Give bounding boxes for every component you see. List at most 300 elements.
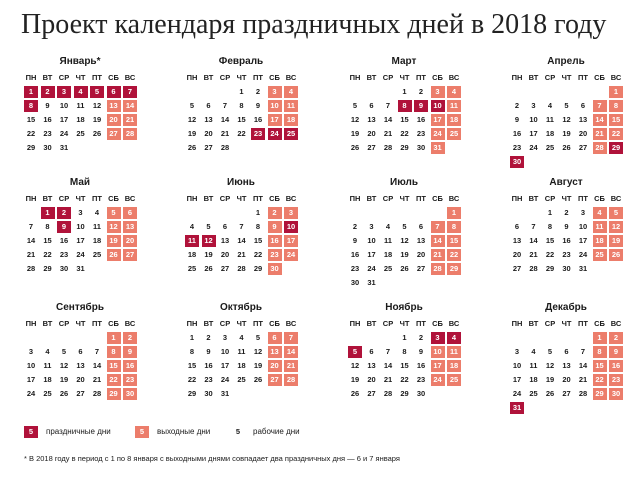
- day-cell-weekend: 20: [268, 360, 282, 372]
- day-cell-workday: 16: [416, 360, 426, 370]
- day-cell-weekend: 23: [609, 374, 623, 386]
- day-cell-workday: 6: [222, 221, 228, 231]
- day-cell-workday: 21: [383, 128, 393, 138]
- weekday-header: ПН: [186, 73, 198, 82]
- day-cell-weekend: 28: [431, 263, 445, 275]
- weekday-header: СБ: [269, 73, 280, 82]
- day-cell-weekend: 16: [609, 360, 623, 372]
- month-name: Август: [549, 177, 583, 188]
- weekday-header: ВТ: [42, 73, 53, 82]
- day-cell-workday: 2: [206, 333, 211, 342]
- weekday-header: ПТ: [92, 73, 102, 82]
- day-cell-workday: 20: [578, 128, 588, 138]
- day-cell-weekend: 24: [431, 374, 445, 386]
- weekday-header: ЧТ: [561, 319, 572, 328]
- day-cell-workday: 17: [59, 114, 69, 124]
- weekday-header: СР: [219, 194, 231, 203]
- weekday-header: ВС: [124, 194, 136, 203]
- day-cell-workday: 1: [189, 333, 195, 342]
- day-cell-weekend: 15: [447, 235, 461, 247]
- weekday-header: ВТ: [203, 194, 214, 203]
- weekday-header: ПН: [349, 319, 361, 328]
- day-cell-workday: 11: [529, 360, 538, 370]
- weekday-header: СР: [544, 194, 556, 203]
- weekday-header: ВТ: [42, 319, 53, 328]
- day-cell-workday: 8: [45, 221, 50, 231]
- day-cell-workday: 9: [255, 100, 261, 110]
- day-cell-weekend: 25: [447, 128, 461, 140]
- page-title: Проект календаря праздничных дней в 2018 году: [21, 9, 607, 40]
- day-cell-workday: 25: [383, 263, 393, 273]
- day-cell-weekend: 21: [431, 249, 445, 261]
- day-cell-workday: 22: [400, 128, 409, 138]
- day-cell-workday: 3: [531, 100, 536, 110]
- day-cell-weekend: 1: [107, 332, 121, 344]
- day-cell-workday: 10: [26, 360, 36, 370]
- day-cell-workday: 22: [43, 249, 52, 259]
- day-cell-workday: 23: [59, 249, 69, 259]
- day-cell-weekend: 30: [123, 388, 137, 400]
- day-cell-workday: 30: [204, 388, 213, 398]
- day-cell-workday: 1: [402, 87, 407, 96]
- weekday-header: ВС: [285, 73, 297, 82]
- day-cell-workday: 19: [187, 128, 197, 138]
- day-cell-workday: 12: [350, 360, 360, 370]
- month-name: Ноябрь: [385, 302, 423, 313]
- weekday-header: ВС: [448, 194, 460, 203]
- weekday-header: ВТ: [366, 194, 377, 203]
- day-cell-workday: 15: [26, 114, 36, 124]
- day-cell-workday: 5: [206, 221, 211, 231]
- day-cell-weekend: 27: [123, 249, 137, 261]
- day-cell-workday: 7: [580, 346, 586, 356]
- day-cell-workday: 11: [546, 114, 554, 124]
- day-cell-workday: 16: [253, 114, 263, 124]
- day-cell-workday: 9: [418, 346, 424, 356]
- day-cell-workday: 29: [400, 388, 409, 398]
- day-cell-workday: 10: [529, 114, 538, 124]
- day-cell-workday: 10: [367, 235, 376, 245]
- day-cell-workday: 5: [547, 346, 553, 356]
- month-block: [24, 302, 136, 419]
- weekday-header: ЧТ: [236, 73, 247, 82]
- day-cell-workday: 20: [367, 128, 376, 138]
- weekday-header: СР: [219, 319, 231, 328]
- day-cell-workday: 16: [350, 249, 360, 259]
- month-block: [510, 302, 622, 419]
- day-cell-workday: 10: [76, 221, 85, 231]
- day-cell-holiday: 8: [398, 100, 412, 112]
- weekday-header: ПН: [349, 73, 361, 82]
- day-cell-workday: 20: [204, 128, 213, 138]
- day-cell-weekend: 7: [593, 100, 607, 112]
- day-cell-holiday: 29: [609, 142, 623, 154]
- day-cell-workday: 20: [367, 374, 376, 384]
- month-block: [348, 56, 460, 173]
- day-cell-workday: 13: [220, 235, 230, 245]
- day-cell-workday: 23: [512, 142, 522, 152]
- day-cell-workday: 14: [383, 114, 393, 124]
- weekday-header: ЧТ: [75, 319, 86, 328]
- day-cell-holiday: 10: [431, 100, 445, 112]
- day-cell-workday: 15: [43, 235, 52, 245]
- weekday-header: СБ: [432, 319, 443, 328]
- weekday-header: ВС: [610, 73, 622, 82]
- day-cell-holiday: 11: [185, 235, 199, 247]
- weekday-header: ПТ: [578, 194, 588, 203]
- day-cell-weekend: 29: [107, 388, 121, 400]
- weekday-header: СР: [58, 319, 70, 328]
- day-cell-weekend: 17: [268, 114, 282, 126]
- day-cell-workday: 13: [76, 360, 85, 370]
- month-name: Июль: [390, 177, 418, 188]
- day-cell-workday: 31: [220, 388, 230, 398]
- day-cell-weekend: 21: [284, 360, 298, 372]
- day-cell-workday: 25: [76, 128, 85, 138]
- day-cell-workday: 9: [352, 235, 358, 245]
- day-cell-workday: 28: [578, 388, 588, 398]
- day-cell-weekend: 9: [123, 346, 137, 358]
- day-cell-workday: 8: [239, 100, 244, 110]
- day-cell-workday: 28: [26, 263, 36, 273]
- day-cell-workday: 19: [562, 128, 571, 138]
- weekday-header: СР: [544, 73, 556, 82]
- weekday-header: ПН: [349, 194, 361, 203]
- day-cell-workday: 23: [416, 374, 426, 384]
- day-cell-workday: 2: [352, 221, 358, 231]
- day-cell-workday: 16: [43, 114, 52, 124]
- day-cell-weekend: 27: [268, 374, 282, 386]
- weekday-header: ПН: [511, 194, 523, 203]
- day-cell-workday: 23: [416, 128, 426, 138]
- day-cell-workday: 27: [204, 142, 213, 152]
- day-cell-workday: 12: [92, 100, 102, 110]
- day-cell-workday: 20: [76, 374, 85, 384]
- weekday-header: ПТ: [253, 194, 263, 203]
- day-cell-workday: 18: [187, 249, 197, 259]
- day-cell-weekend: 12: [609, 221, 623, 233]
- day-cell-workday: 23: [562, 249, 571, 259]
- day-cell-workday: 24: [220, 374, 230, 384]
- day-cell-workday: 10: [512, 360, 522, 370]
- day-cell-weekend: 4: [593, 207, 607, 219]
- day-cell-workday: 13: [204, 114, 213, 124]
- day-cell-workday: 3: [78, 208, 83, 217]
- day-cell-weekend: 15: [107, 360, 121, 372]
- weekday-header: ЧТ: [561, 73, 572, 82]
- day-cell-workday: 6: [78, 346, 83, 356]
- day-cell-holiday: 12: [202, 235, 216, 247]
- day-cell-workday: 14: [237, 235, 246, 245]
- day-cell-workday: 29: [26, 142, 36, 152]
- day-cell-workday: 28: [92, 388, 102, 398]
- day-cell-workday: 27: [367, 388, 376, 398]
- day-cell-holiday: 24: [268, 128, 282, 140]
- day-cell-workday: 5: [61, 346, 67, 356]
- day-cell-workday: 5: [352, 100, 358, 110]
- weekday-header: ЧТ: [561, 194, 572, 203]
- day-cell-weekend: 30: [609, 388, 623, 400]
- month-block: [24, 177, 136, 294]
- weekday-header: ПТ: [578, 73, 588, 82]
- month-block: [348, 302, 460, 419]
- day-cell-workday: 11: [93, 221, 101, 231]
- day-cell-workday: 19: [204, 249, 213, 259]
- day-cell-workday: 26: [187, 142, 197, 152]
- day-cell-weekend: 10: [431, 346, 445, 358]
- day-cell-weekend: 18: [593, 235, 607, 247]
- day-cell-workday: 20: [416, 249, 426, 259]
- day-cell-holiday: 7: [123, 86, 137, 98]
- day-cell-holiday: 4: [447, 332, 461, 344]
- day-cell-workday: 28: [237, 263, 246, 273]
- weekday-header: СБ: [108, 194, 119, 203]
- day-cell-weekend: 19: [609, 235, 623, 247]
- day-cell-weekend: 21: [123, 114, 137, 126]
- day-cell-holiday: 2: [41, 86, 55, 98]
- day-cell-workday: 10: [59, 100, 69, 110]
- day-cell-workday: 7: [222, 100, 228, 110]
- day-cell-workday: 12: [350, 114, 360, 124]
- day-cell-workday: 16: [562, 235, 571, 245]
- day-cell-workday: 9: [564, 221, 569, 231]
- day-cell-weekend: 23: [268, 249, 282, 261]
- day-cell-weekend: 3: [268, 86, 282, 98]
- day-cell-workday: 26: [350, 142, 360, 152]
- day-cell-holiday: 2: [57, 207, 71, 219]
- day-cell-workday: 29: [253, 263, 263, 273]
- weekday-header: ПТ: [92, 194, 102, 203]
- month-block: [185, 302, 297, 419]
- day-cell-workday: 8: [547, 221, 553, 231]
- day-cell-workday: 1: [239, 87, 244, 96]
- day-cell-workday: 26: [545, 388, 555, 398]
- day-cell-workday: 30: [43, 142, 52, 152]
- day-cell-weekend: 8: [593, 346, 607, 358]
- day-cell-holiday: 23: [251, 128, 265, 140]
- day-cell-workday: 21: [578, 374, 588, 384]
- day-cell-workday: 30: [416, 142, 426, 152]
- day-cell-workday: 10: [220, 346, 230, 356]
- day-cell-workday: 22: [253, 249, 263, 259]
- day-cell-holiday: 1: [41, 207, 55, 219]
- day-cell-holiday: 3: [57, 86, 71, 98]
- day-cell-weekend: 14: [123, 100, 137, 112]
- day-cell-workday: 3: [514, 346, 520, 356]
- month-name: Октябрь: [220, 302, 262, 313]
- day-cell-weekend: 27: [107, 128, 121, 140]
- day-cell-weekend: 17: [431, 360, 445, 372]
- weekday-header: ВТ: [528, 319, 539, 328]
- weekday-header: ВТ: [203, 319, 214, 328]
- weekday-header: ПН: [25, 73, 37, 82]
- day-cell-weekend: 28: [593, 142, 607, 154]
- day-cell-workday: 25: [545, 142, 555, 152]
- day-cell-workday: 29: [43, 263, 52, 273]
- day-cell-weekend: 13: [107, 100, 121, 112]
- day-cell-workday: 19: [400, 249, 409, 259]
- day-cell-weekend: 3: [284, 207, 298, 219]
- day-cell-workday: 26: [204, 263, 213, 273]
- legend-holiday-swatch: 5: [24, 426, 38, 438]
- day-cell-weekend: 11: [447, 346, 461, 358]
- day-cell-workday: 17: [578, 235, 588, 245]
- weekday-header: ПН: [186, 319, 198, 328]
- month-name: Май: [69, 177, 91, 188]
- day-cell-workday: 27: [220, 263, 230, 273]
- day-cell-workday: 13: [367, 114, 376, 124]
- day-cell-workday: 5: [189, 100, 195, 110]
- weekday-header: ВТ: [203, 73, 214, 82]
- weekday-header: ПН: [186, 194, 198, 203]
- day-cell-weekend: 28: [284, 374, 298, 386]
- day-cell-weekend: 9: [609, 346, 623, 358]
- weekday-header: ПТ: [416, 194, 426, 203]
- day-cell-workday: 19: [253, 360, 263, 370]
- weekday-header: ЧТ: [399, 194, 410, 203]
- month-name: Февраль: [218, 56, 264, 67]
- day-cell-holiday: 9: [414, 100, 428, 112]
- day-cell-workday: 15: [237, 114, 246, 124]
- weekday-header: ВТ: [366, 319, 377, 328]
- day-cell-weekend: 22: [593, 374, 607, 386]
- day-cell-weekend: 5: [107, 207, 121, 219]
- day-cell-workday: 15: [253, 235, 263, 245]
- day-cell-workday: 27: [76, 388, 85, 398]
- weekday-header: ПТ: [578, 319, 588, 328]
- day-cell-workday: 6: [564, 346, 569, 356]
- day-cell-workday: 1: [547, 208, 553, 217]
- day-cell-workday: 28: [383, 388, 393, 398]
- day-cell-workday: 11: [43, 360, 52, 370]
- day-cell-holiday: 9: [57, 221, 71, 233]
- day-cell-workday: 27: [562, 388, 571, 398]
- day-cell-weekend: 15: [609, 114, 623, 126]
- day-cell-workday: 19: [59, 374, 69, 384]
- day-cell-workday: 6: [418, 221, 424, 231]
- day-cell-workday: 7: [239, 221, 244, 231]
- day-cell-holiday: 5: [90, 86, 104, 98]
- day-cell-holiday: 1: [24, 86, 38, 98]
- weekday-header: ВС: [285, 194, 297, 203]
- day-cell-weekend: 11: [593, 221, 607, 233]
- day-cell-workday: 23: [204, 374, 213, 384]
- day-cell-workday: 20: [512, 249, 522, 259]
- day-cell-holiday: 30: [510, 156, 524, 168]
- weekday-header: ПТ: [253, 73, 263, 82]
- day-cell-workday: 8: [255, 221, 261, 231]
- day-cell-workday: 19: [545, 374, 555, 384]
- day-cell-workday: 23: [43, 128, 52, 138]
- day-cell-workday: 24: [529, 142, 538, 152]
- day-cell-workday: 5: [255, 333, 261, 342]
- day-cell-workday: 26: [92, 128, 102, 138]
- day-cell-weekend: 31: [431, 142, 445, 154]
- day-cell-workday: 9: [45, 100, 50, 110]
- day-cell-weekend: 22: [107, 374, 121, 386]
- day-cell-workday: 10: [578, 221, 588, 231]
- day-cell-weekend: 18: [284, 114, 298, 126]
- weekday-header: ВТ: [42, 194, 53, 203]
- day-cell-workday: 6: [369, 100, 374, 110]
- day-cell-workday: 4: [239, 333, 244, 342]
- day-cell-workday: 31: [76, 263, 85, 273]
- legend-workday-label: рабочие дни: [253, 427, 300, 436]
- day-cell-workday: 15: [187, 360, 197, 370]
- day-cell-workday: 17: [529, 128, 538, 138]
- day-cell-workday: 13: [578, 114, 588, 124]
- day-cell-weekend: 10: [268, 100, 282, 112]
- day-cell-weekend: 30: [268, 263, 282, 275]
- day-cell-workday: 30: [59, 263, 69, 273]
- day-cell-workday: 14: [383, 360, 393, 370]
- day-cell-workday: 25: [92, 249, 102, 259]
- day-cell-weekend: 5: [609, 207, 623, 219]
- day-cell-weekend: 14: [593, 114, 607, 126]
- day-cell-workday: 7: [94, 346, 100, 356]
- day-cell-workday: 22: [237, 128, 246, 138]
- day-cell-holiday: 10: [284, 221, 298, 233]
- weekday-header: ЧТ: [399, 319, 410, 328]
- day-cell-workday: 19: [350, 374, 360, 384]
- footnote: * В 2018 году в период с 1 по 8 января с выходными днями совпадает два праздничных дня — 6 и 7 января: [24, 454, 400, 463]
- day-cell-workday: 3: [222, 333, 228, 342]
- day-cell-workday: 1: [255, 208, 261, 217]
- day-cell-holiday: 25: [284, 128, 298, 140]
- day-cell-workday: 21: [383, 374, 393, 384]
- day-cell-weekend: 3: [431, 86, 445, 98]
- day-cell-weekend: 6: [268, 332, 282, 344]
- day-cell-weekend: 17: [431, 114, 445, 126]
- day-cell-weekend: 26: [609, 249, 623, 261]
- day-cell-weekend: 7: [284, 332, 298, 344]
- day-cell-workday: 4: [94, 208, 100, 217]
- day-cell-workday: 3: [28, 346, 34, 356]
- day-cell-workday: 2: [514, 100, 520, 110]
- day-cell-workday: 6: [514, 221, 520, 231]
- day-cell-workday: 12: [253, 346, 263, 356]
- day-cell-workday: 12: [545, 360, 555, 370]
- weekday-header: СР: [382, 319, 394, 328]
- weekday-header: ЧТ: [75, 194, 86, 203]
- day-cell-workday: 9: [206, 346, 211, 356]
- month-block: [24, 56, 136, 173]
- day-cell-workday: 26: [400, 263, 409, 273]
- day-cell-workday: 26: [562, 142, 571, 152]
- day-cell-weekend: 29: [447, 263, 461, 275]
- day-cell-workday: 24: [578, 249, 588, 259]
- day-cell-workday: 14: [220, 114, 230, 124]
- day-cell-workday: 28: [383, 142, 393, 152]
- day-cell-workday: 2: [418, 87, 424, 96]
- day-cell-workday: 18: [92, 235, 102, 245]
- day-cell-workday: 24: [367, 263, 376, 273]
- day-cell-workday: 14: [26, 235, 36, 245]
- day-cell-workday: 3: [369, 221, 374, 231]
- day-cell-weekend: 22: [609, 128, 623, 140]
- day-cell-holiday: 31: [510, 402, 524, 414]
- day-cell-holiday: 5: [348, 346, 362, 358]
- day-cell-workday: 30: [562, 263, 571, 273]
- day-cell-weekend: 13: [123, 221, 137, 233]
- day-cell-workday: 11: [76, 100, 85, 110]
- day-cell-workday: 2: [255, 87, 261, 96]
- weekday-header: ВС: [448, 73, 460, 82]
- day-cell-workday: 18: [529, 374, 538, 384]
- month-block: [348, 177, 460, 294]
- weekday-header: ПТ: [92, 319, 102, 328]
- weekday-header: СБ: [108, 73, 119, 82]
